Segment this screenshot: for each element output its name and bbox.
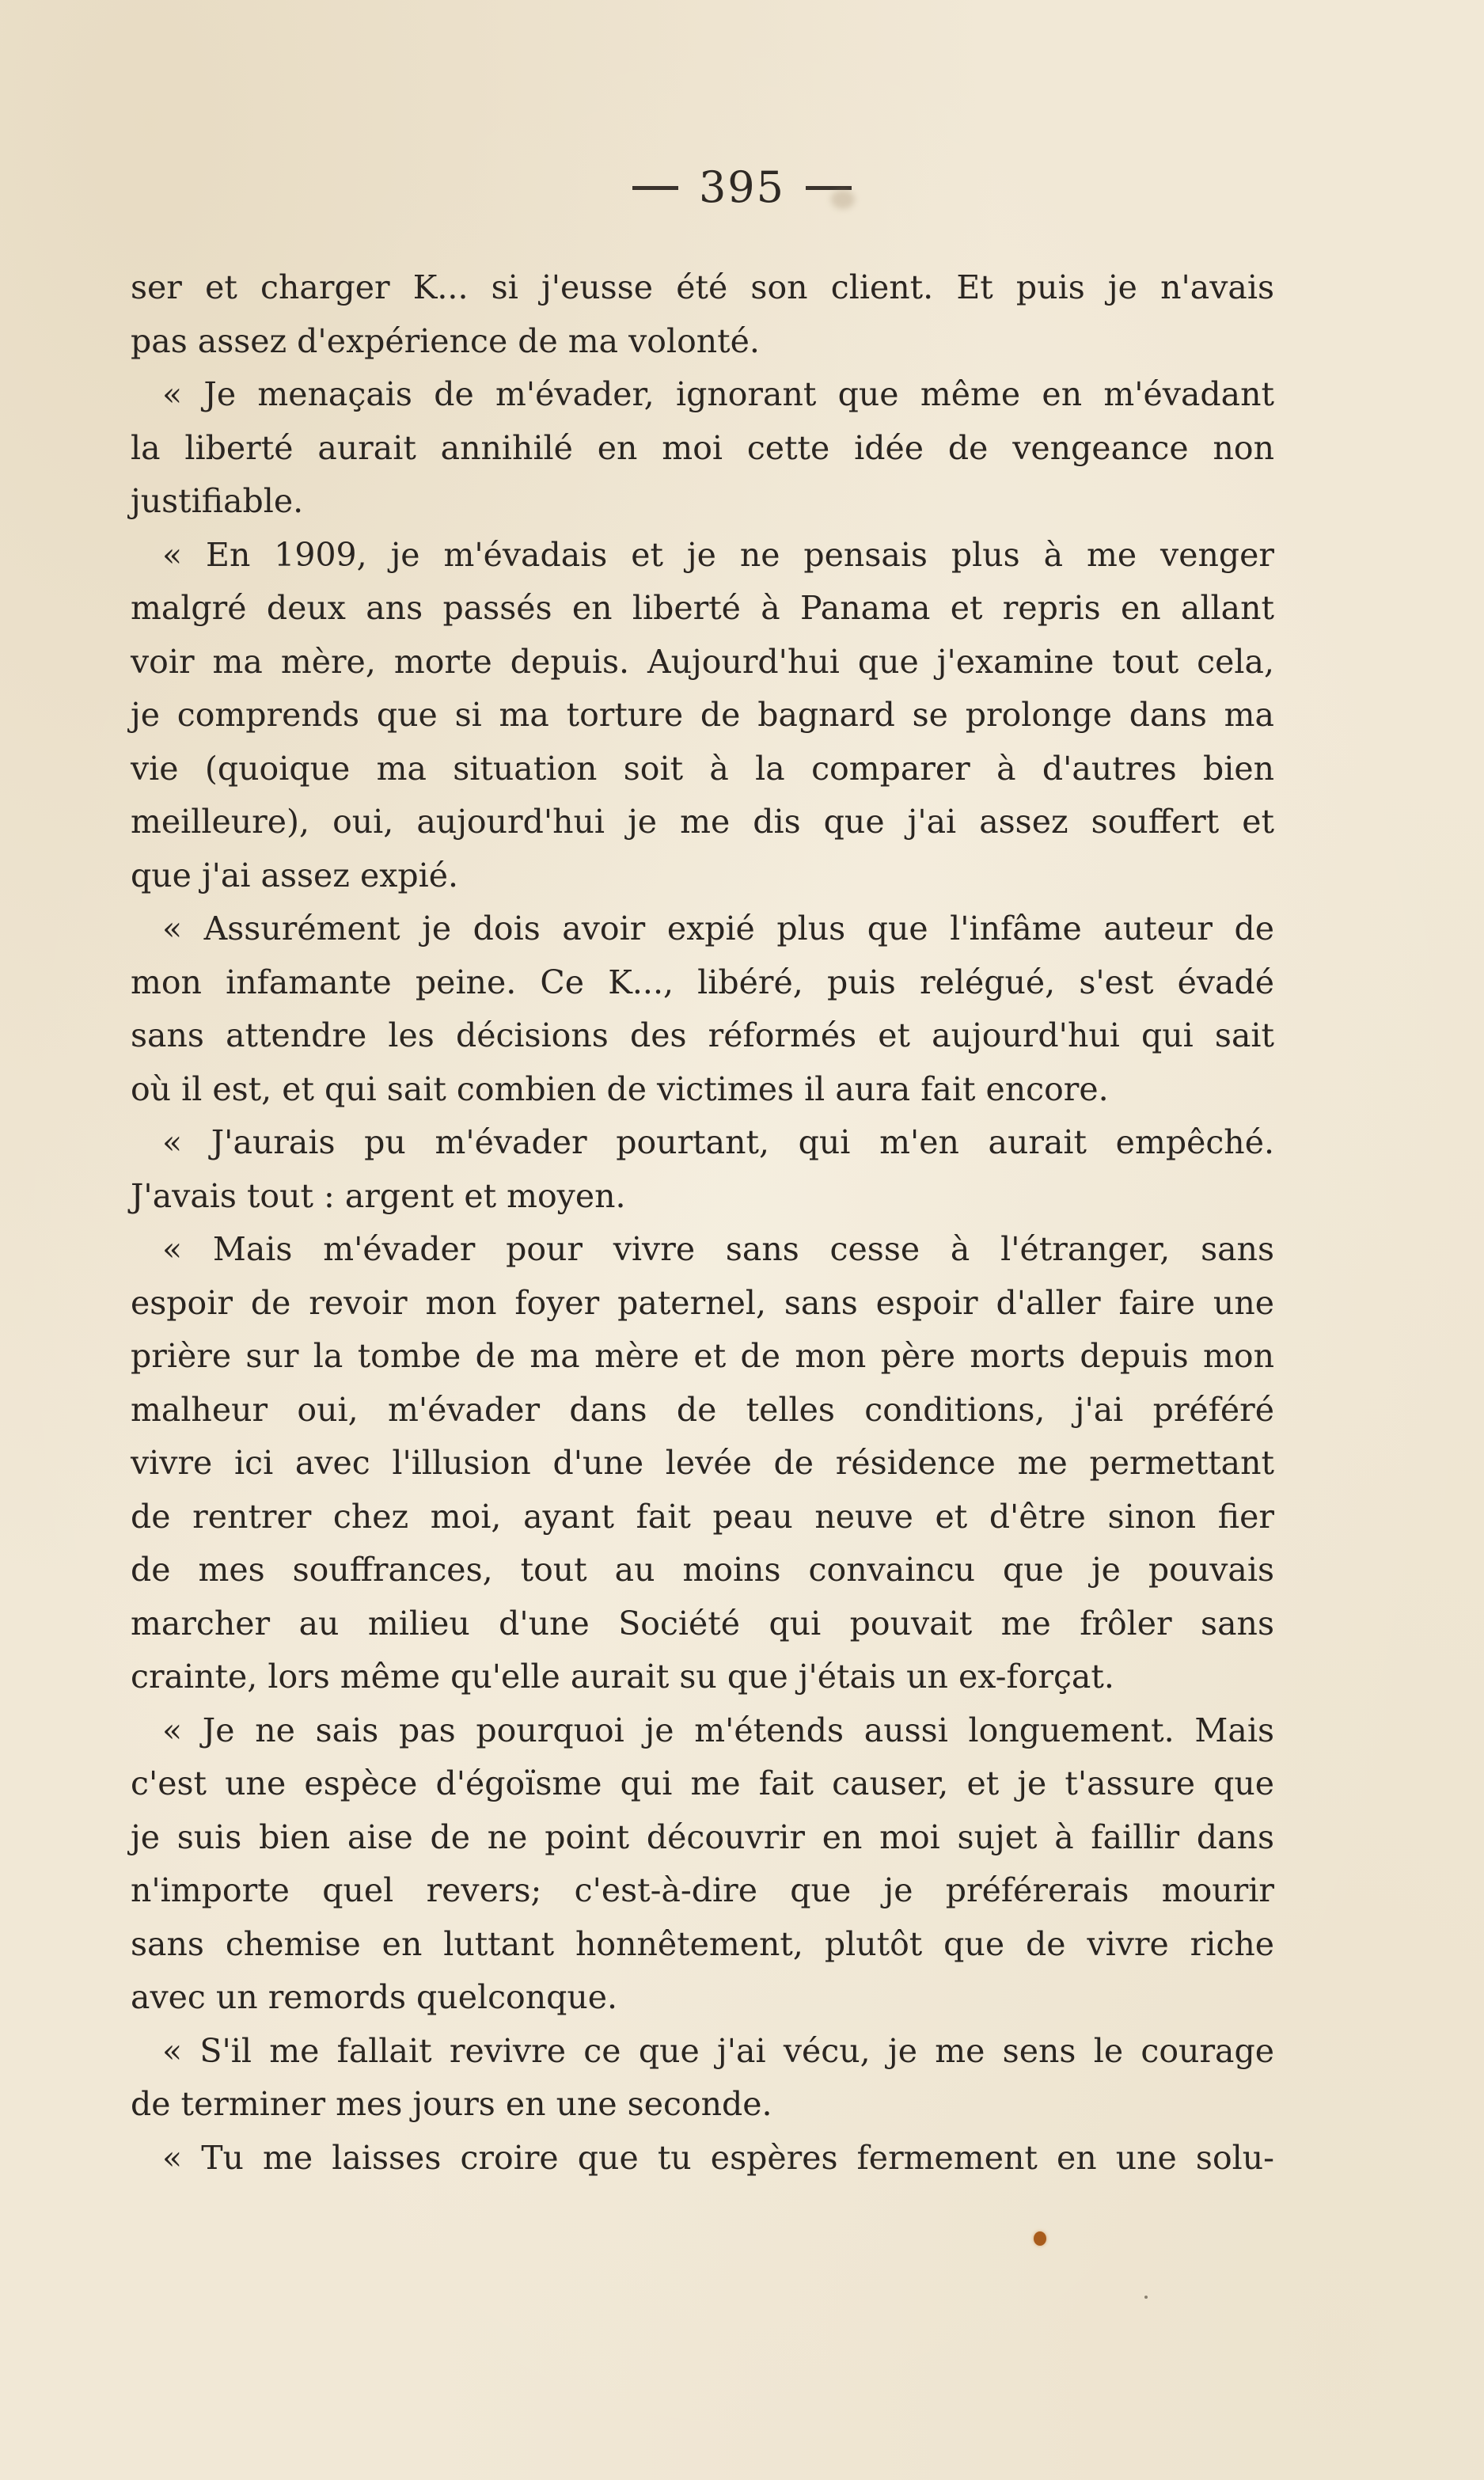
text-line: que j'ai assez expié. (131, 856, 458, 894)
text-line: espoir de revoir mon foyer paternel, sans espoir d'aller faire une (131, 1283, 1274, 1322)
text-line: « Je ne sais pas pourquoi je m'étends aussi longuement. Mais (162, 1711, 1274, 1749)
text-line: « Mais m'évader pour vivre sans cesse à l'étranger, sans (162, 1230, 1274, 1268)
text-line: de mes souffrances, tout au moins convaincu que je pouvais (131, 1551, 1274, 1589)
text-line: malgré deux ans passés en liberté à Panama et repris en allant (131, 589, 1274, 627)
text-line: « Je menaçais de m'évader, ignorant que même en m'évadant (162, 375, 1274, 413)
folio-dash-right (806, 186, 852, 190)
page-number (0, 162, 1484, 212)
text-line: malheur oui, m'évader dans de telles conditions, j'ai préféré (131, 1390, 1274, 1429)
text-line: « S'il me fallait revivre ce que j'ai vécu, je me sens le courage (162, 2031, 1274, 2070)
text-line: « J'aurais pu m'évader pourtant, qui m'en aurait empêché. (162, 1123, 1274, 1161)
folio-dash-left (632, 186, 678, 190)
text-line: où il est, et qui sait combien de victimes il aura fait encore. (131, 1069, 1109, 1108)
text-line: sans chemise en luttant honnêtement, plutôt que de vivre riche (131, 1924, 1274, 1963)
text-line: vivre ici avec l'illusion d'une levée de résidence me permettant (131, 1444, 1274, 1482)
text-line: « Tu me laisses croire que tu espères fermement en une solu- (162, 2138, 1274, 2177)
text-line: je suis bien aise de ne point découvrir en moi sujet à faillir dans (131, 1817, 1274, 1856)
text-line: J'avais tout : argent et moyen. (131, 1176, 626, 1215)
ink-stain (1034, 2231, 1046, 2246)
text-line: mon infamante peine. Ce K..., libéré, puis relégué, s'est évadé (131, 963, 1274, 1001)
text-line: crainte, lors même qu'elle aurait su que j'étais un ex-forçat. (131, 1658, 1114, 1696)
text-line: pas assez d'expérience de ma volonté. (131, 321, 760, 360)
page-number-value: 395 (698, 162, 786, 212)
text-line: « En 1909, je m'évadais et je ne pensais plus à me venger (162, 535, 1274, 574)
text-line: c'est une espèce d'égoïsme qui me fait causer, et je t'assure que (131, 1764, 1274, 1802)
text-line: marcher au milieu d'une Société qui pouvait me frôler sans (131, 1604, 1274, 1643)
text-line: de terminer mes jours en une seconde. (131, 2085, 772, 2123)
paper-speck (1144, 2296, 1148, 2299)
text-line: je comprends que si ma torture de bagnard se prolonge dans ma (131, 696, 1274, 734)
paper-edge-shadow (831, 190, 855, 209)
body-text (131, 261, 1274, 2185)
text-line: la liberté aurait annihilé en moi cette idée de vengeance non (131, 428, 1274, 467)
text-line: voir ma mère, morte depuis. Aujourd'hui que j'examine tout cela, (131, 642, 1274, 681)
text-line: n'importe quel revers; c'est-à-dire que je préférerais mourir (131, 1871, 1274, 1909)
text-line: « Assurément je dois avoir expié plus que l'infâme auteur de (162, 910, 1274, 948)
text-line: vie (quoique ma situation soit à la comparer à d'autres bien (131, 749, 1274, 788)
text-line: sans attendre les décisions des réformés et aujourd'hui qui sait (131, 1016, 1274, 1054)
text-line: de rentrer chez moi, ayant fait peau neuve et d'être sinon fier (131, 1497, 1274, 1536)
text-line: avec un remords quelconque. (131, 1978, 618, 2016)
text-line: ser et charger K... si j'eusse été son client. Et puis je n'avais (131, 268, 1274, 306)
text-line: prière sur la tombe de ma mère et de mon père morts depuis mon (131, 1337, 1274, 1375)
text-line: meilleure), oui, aujourd'hui je me dis que j'ai assez souffert et (131, 803, 1274, 841)
text-line: justifiable. (131, 482, 304, 520)
